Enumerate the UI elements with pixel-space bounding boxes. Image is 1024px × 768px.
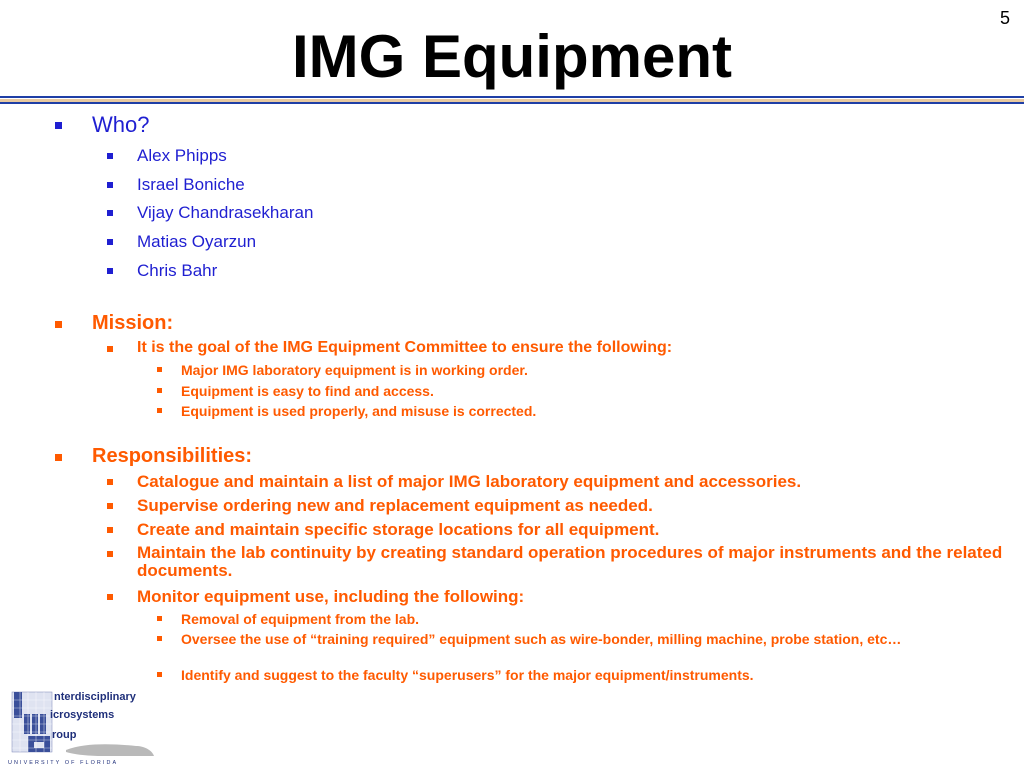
mission-heading: Mission: (92, 312, 174, 334)
monitor-item: Removal of equipment from the lab. (181, 611, 420, 627)
square-bullet-icon (107, 182, 113, 188)
responsibility-item: Supervise ordering new and replacement equipment as needed. (137, 496, 653, 515)
square-bullet-icon (55, 321, 62, 328)
responsibility-item: Catalogue and maintain a list of major IMG laboratory equipment and accessories. (137, 472, 802, 491)
member-name: Vijay Chandrasekharan (137, 203, 314, 222)
logo-line-3: roup (52, 729, 77, 741)
square-bullet-icon (107, 503, 113, 509)
square-bullet-icon (55, 122, 62, 129)
responsibility-item: Create and maintain specific storage locations for all equipment. (137, 520, 660, 539)
responsibility-item: Maintain the lab continuity by creating standard operation procedures of major instruments and the related documents. (137, 543, 1003, 580)
mission-item: Equipment is easy to find and access. (181, 383, 434, 399)
member-name: Israel Boniche (137, 175, 245, 194)
square-bullet-icon (107, 551, 113, 557)
logo-line-2: icrosystems (50, 709, 115, 721)
square-bullet-icon (107, 239, 113, 245)
logo-footer: UNIVERSITY OF FLORIDA (8, 760, 119, 766)
square-bullet-icon (157, 408, 162, 413)
logo-line-1: nterdisciplinary (54, 691, 136, 703)
square-bullet-icon (107, 594, 113, 600)
who-heading: Who? (92, 112, 150, 137)
square-bullet-icon (107, 210, 113, 216)
square-bullet-icon (107, 479, 113, 485)
square-bullet-icon (107, 346, 113, 352)
member-name: Chris Bahr (137, 261, 218, 280)
square-bullet-icon (157, 616, 162, 621)
square-bullet-icon (107, 268, 113, 274)
member-name: Alex Phipps (137, 146, 227, 165)
responsibilities-heading: Responsibilities: (92, 445, 253, 467)
img-logo (6, 686, 158, 766)
slide-title: IMG Equipment (292, 23, 732, 90)
square-bullet-icon (55, 454, 62, 461)
mission-item: Major IMG laboratory equipment is in working order. (181, 362, 528, 378)
square-bullet-icon (157, 672, 162, 677)
mission-item: Equipment is used properly, and misuse is corrected. (181, 403, 537, 419)
member-name: Matias Oyarzun (137, 232, 257, 251)
slide-number: 5 (999, 8, 1010, 28)
square-bullet-icon (157, 388, 162, 393)
square-bullet-icon (107, 527, 113, 533)
responsibility-item: Monitor equipment use, including the following: (137, 587, 525, 606)
monitor-item: Oversee the use of “training required” equipment such as wire-bonder, milling machine, probe station, etc… (181, 631, 902, 647)
square-bullet-icon (157, 367, 162, 372)
square-bullet-icon (107, 153, 113, 159)
monitor-item: Identify and suggest to the faculty “superusers” for the major equipment/instruments. (181, 667, 754, 683)
mission-goal: It is the goal of the IMG Equipment Committee to ensure the following: (137, 339, 673, 356)
square-bullet-icon (157, 636, 162, 641)
